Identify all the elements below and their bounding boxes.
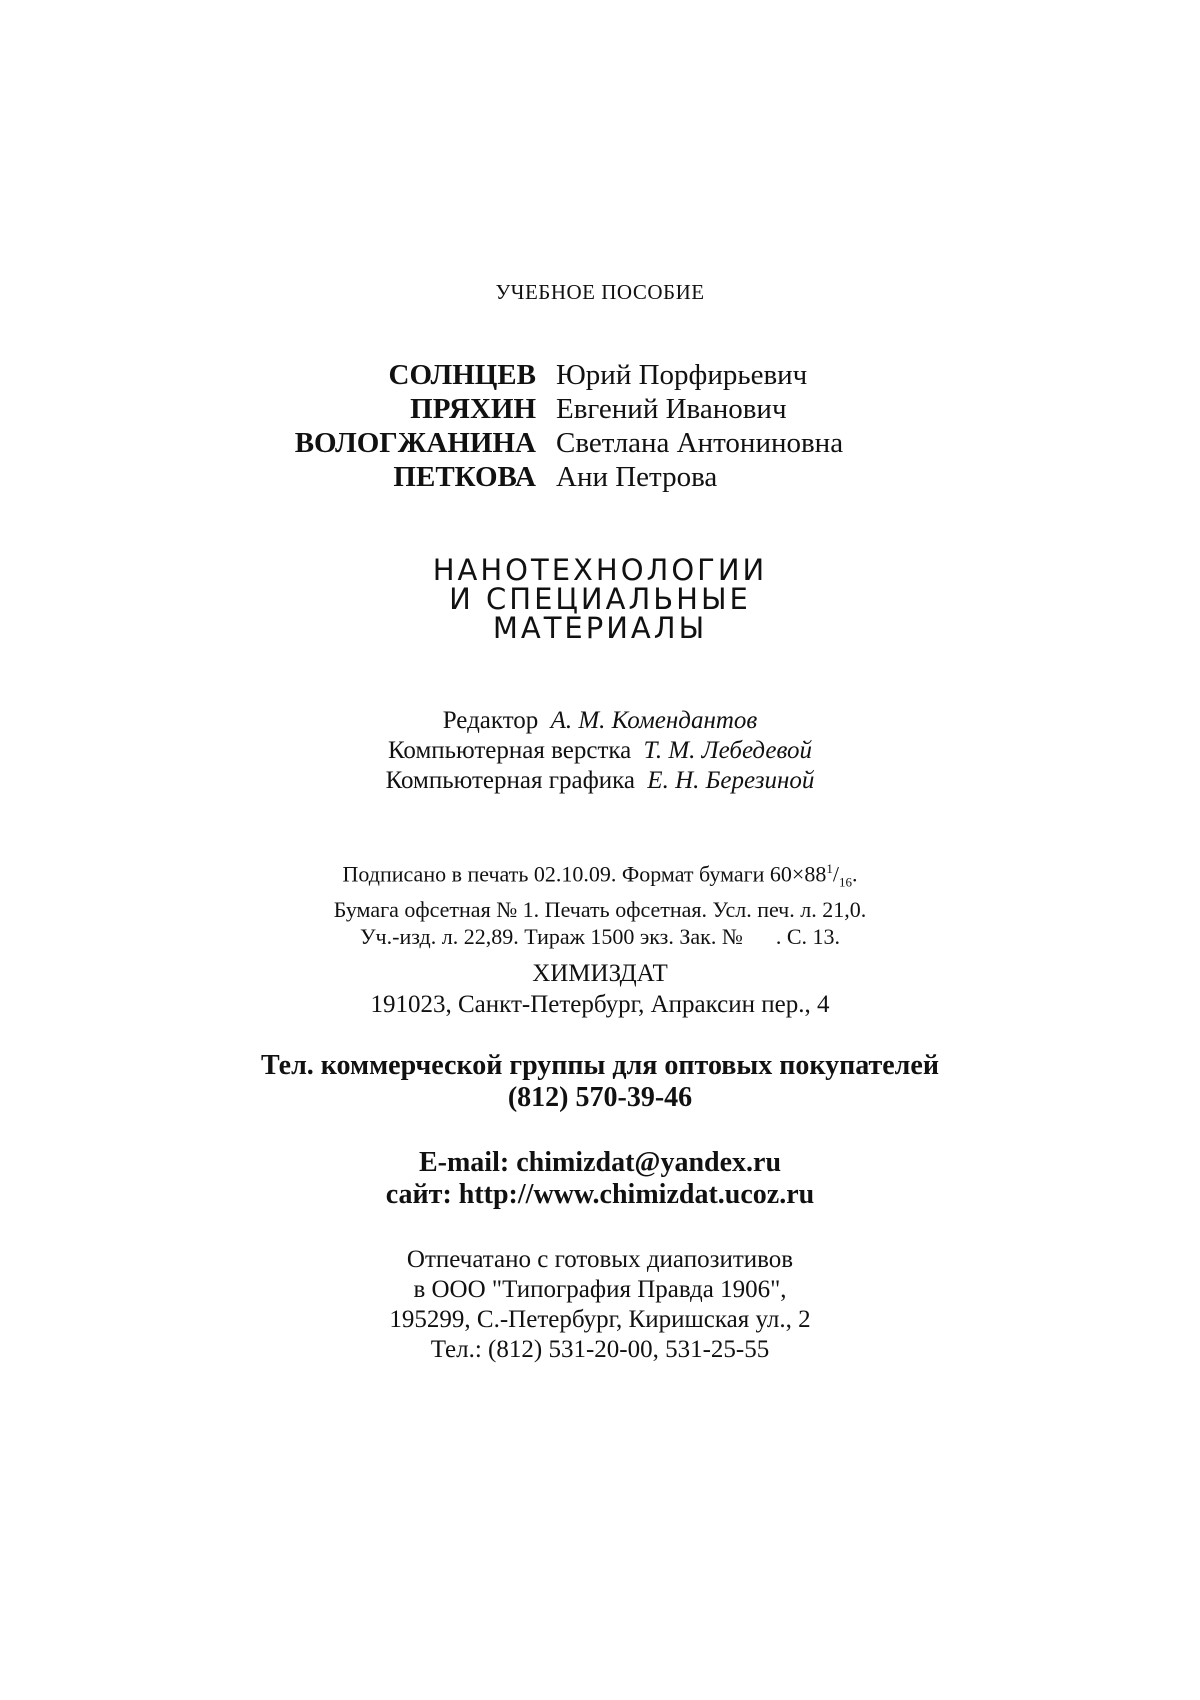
printer-info [0,1245,1200,1365]
graphics-name: Е. Н. Березиной [647,767,815,794]
contacts [0,1147,1200,1211]
site-line: сайт: http://www.chimizdat.ucoz.ru [385,1179,815,1210]
publisher-address: 191023, Санкт-Петербург, Апраксин пер., 4 [370,991,830,1018]
sales-contact [0,1050,1200,1114]
publisher [0,958,1200,1020]
sales-label: Тел. коммерческой группы для оптовых покупателей [261,1050,939,1081]
layout-name: Т. М. Лебедевой [643,737,813,764]
author-row [0,460,1200,494]
print-info-text: Подписано в печать 02.10.09. Формат бумаги 60×88 [342,861,827,887]
format-denominator: 16 [838,874,852,890]
credits [0,706,1200,796]
printer-line: Отпечатано с готовых диапозитивов [406,1246,794,1273]
book-genre: УЧЕБНОЕ ПОСОБИЕ [495,280,705,304]
author-given-name: Светлана Антониновна [556,426,844,459]
author-row [0,358,1200,392]
format-slash: / [832,861,839,887]
author-given-name: Юрий Порфирьевич [556,358,808,391]
graphics-label: Компьютерная графика [385,767,636,794]
email-line: E-mail: chimizdat@yandex.ru [418,1147,782,1178]
printer-line: Тел.: (812) 531-20-00, 531-25-55 [430,1336,770,1363]
author-row [0,426,1200,460]
format-end: . [851,861,858,887]
author-given-name: Евгений Иванович [556,392,787,425]
author-given-name: Ани Петрова [556,460,718,493]
authors-list [0,358,1200,494]
publisher-name: ХИМИЗДАТ [532,960,668,987]
print-info-line: Бумага офсетная № 1. Печать офсетная. Усл. печ. л. 21,0. [333,896,867,922]
layout-label: Компьютерная верстка [387,737,632,764]
print-info-line [0,855,1200,896]
print-info-line: Уч.-изд. л. 22,89. Тираж 1500 экз. Зак. № . С. 13. [359,923,840,949]
graphics-credit [0,766,1200,796]
title-line: МАТЕРИАЛЫ [492,611,708,645]
title-line: НАНОТЕХНОЛОГИИ [432,553,768,587]
print-info [0,855,1200,950]
author-surname: ВОЛОГЖАНИНА [294,426,536,459]
author-row [0,392,1200,426]
author-surname: ПЕТКОВА [393,460,536,493]
author-surname: СОЛНЦЕВ [388,358,536,391]
format-numerator: 1 [826,861,833,876]
printer-line: 195299, С.-Петербург, Киришская ул., 2 [389,1306,811,1333]
printer-line: в ООО "Типография Правда 1906", [413,1276,787,1303]
book-title [0,553,1200,645]
editor-credit [0,706,1200,736]
sales-phone: (812) 570-39-46 [507,1082,693,1113]
editor-label: Редактор [442,707,539,734]
editor-name: А. М. Комендантов [550,707,758,734]
title-line: И СПЕЦИАЛЬНЫЕ [449,582,751,616]
layout-credit [0,736,1200,766]
author-surname: ПРЯХИН [410,392,536,425]
